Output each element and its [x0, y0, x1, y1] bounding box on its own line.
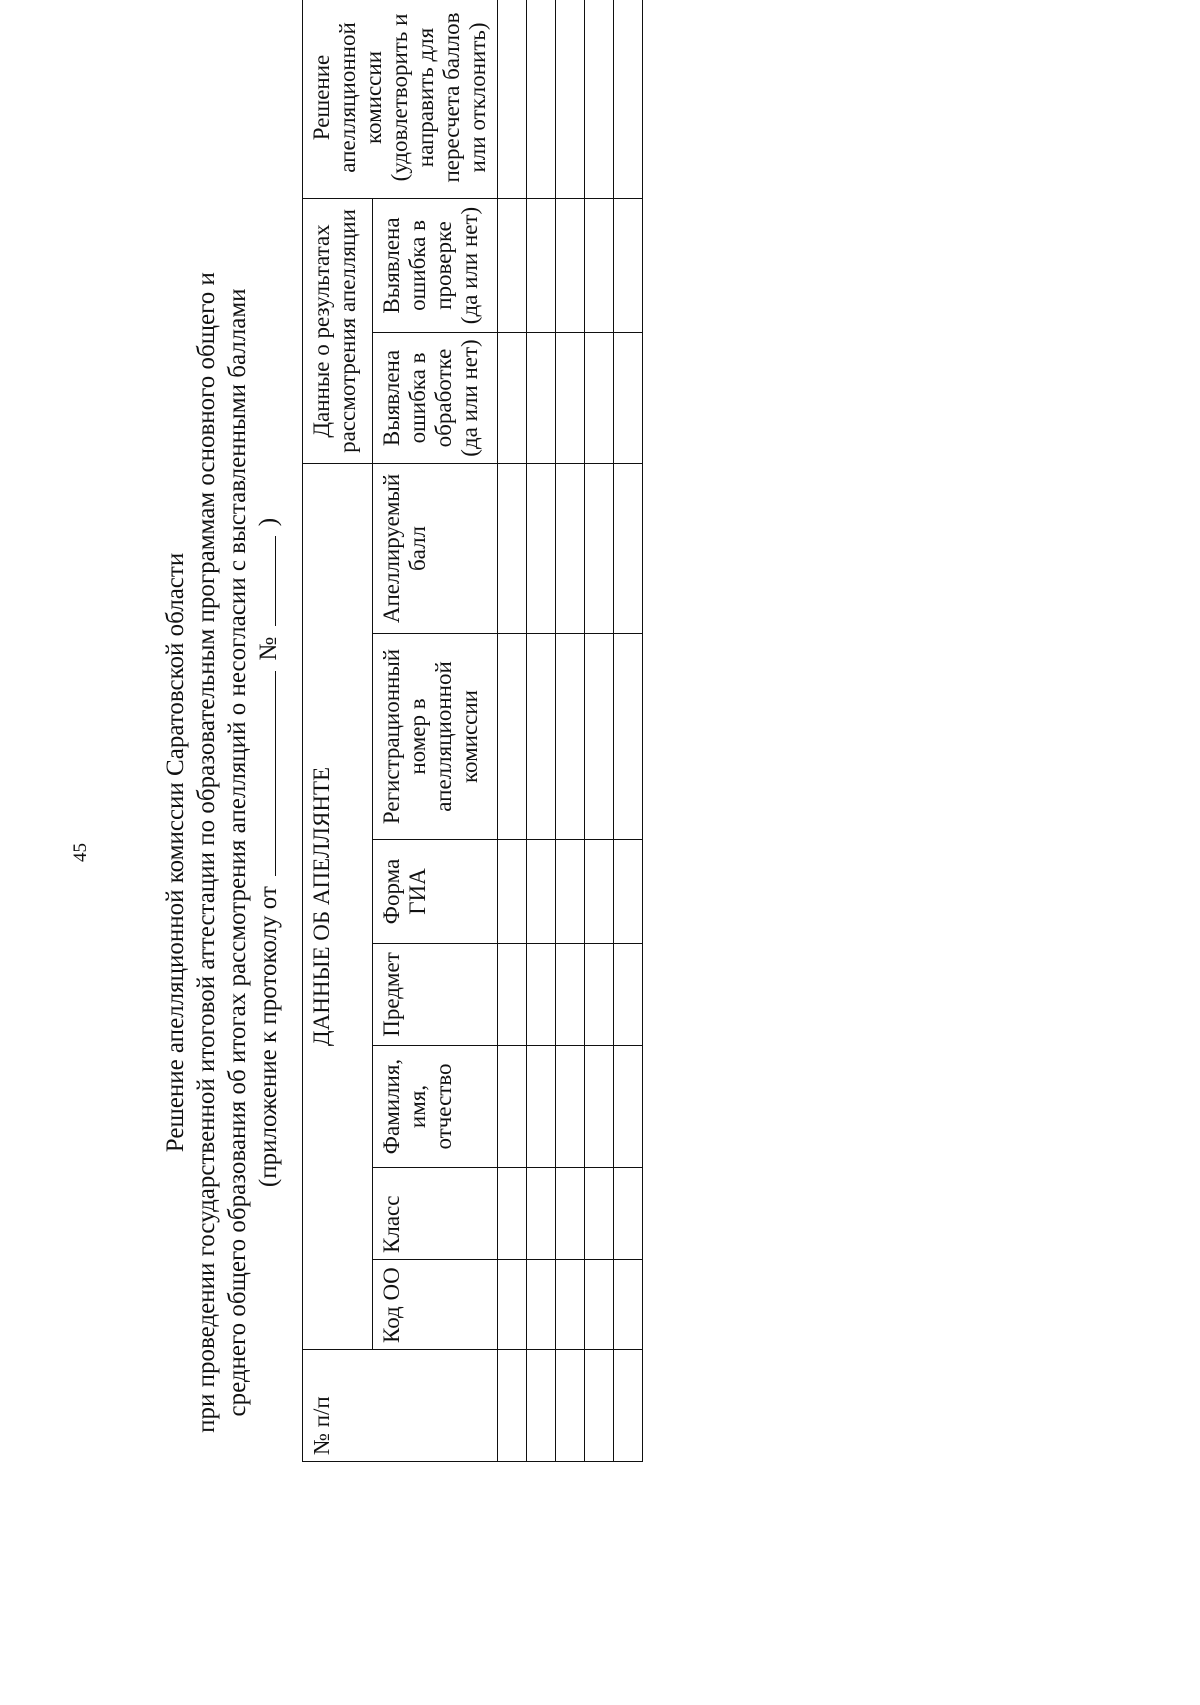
table-cell [614, 1350, 643, 1462]
table-cell [614, 1168, 643, 1260]
header-subject: Предмет [372, 944, 497, 1046]
table-cell [585, 463, 614, 633]
table-cell [614, 840, 643, 944]
header-number: № п/п [303, 1350, 498, 1462]
header-applicant-data: ДАННЫЕ ОБ АПЕЛЛЯНТЕ [303, 463, 373, 1349]
table-cell [585, 634, 614, 840]
table-cell [498, 1168, 527, 1260]
table-cell [527, 1046, 556, 1168]
table-cell [498, 1350, 527, 1462]
table-cell [498, 634, 527, 840]
table-cell [585, 1350, 614, 1462]
table-cell [585, 332, 614, 463]
table-cell [556, 1350, 585, 1462]
table-row [498, 0, 527, 1462]
table-cell [585, 840, 614, 944]
table-cell [556, 463, 585, 633]
protocol-number-blank [253, 536, 276, 626]
title-line-3: среднего общего образования об итогах рассмотрения апелляций о несогласии с выставленными баллами [224, 288, 251, 1417]
protocol-suffix: ) [255, 517, 282, 527]
table-body [498, 0, 643, 1462]
table-cell [556, 1168, 585, 1260]
table-cell [498, 332, 527, 463]
table-cell [614, 463, 643, 633]
table-cell [527, 463, 556, 633]
table-cell [498, 840, 527, 944]
table-cell [556, 840, 585, 944]
table-cell [556, 1260, 585, 1350]
header-appeal-results: Данные о результатах рассмотрения апелляции [303, 198, 373, 463]
table-cell [498, 1046, 527, 1168]
title-line-1: Решение апелляционной комиссии Саратовской области [162, 552, 189, 1153]
table-cell [498, 198, 527, 332]
table-cell [527, 0, 556, 198]
table-cell [614, 634, 643, 840]
page-number: 45 [70, 843, 91, 862]
header-code-oo: Код ОО [372, 1260, 497, 1350]
document-title [160, 0, 284, 1705]
table-cell [556, 634, 585, 840]
table-cell [498, 944, 527, 1046]
header-appealed-score: Апеллируемый балл [372, 463, 497, 633]
table-cell [614, 1046, 643, 1168]
table-cell [527, 332, 556, 463]
table-row [614, 0, 643, 1462]
table-cell [585, 198, 614, 332]
table-cell [527, 840, 556, 944]
header-commission-decision: Решение апелляционной комиссии (удовлетворить и направить для пересчета баллов или отклонить) [303, 0, 498, 198]
appeal-results-table [302, 0, 643, 1462]
table-cell [527, 944, 556, 1046]
table-cell [498, 463, 527, 633]
table-cell [585, 1260, 614, 1350]
table-cell [556, 198, 585, 332]
table-cell [556, 332, 585, 463]
table-cell [614, 1260, 643, 1350]
table-cell [556, 1046, 585, 1168]
title-line-4 [253, 0, 284, 1705]
protocol-date-blank [253, 671, 276, 876]
header-error-check: Выявлена ошибка в проверке (да или нет) [372, 198, 497, 332]
header-gia-form: Форма ГИА [372, 840, 497, 944]
table-cell [614, 198, 643, 332]
header-reg-number: Регистрационный номер в апелляционной комиссии [372, 634, 497, 840]
table-cell [527, 1350, 556, 1462]
table-cell [527, 634, 556, 840]
table-header-row-2 [372, 0, 497, 1462]
table-cell [556, 944, 585, 1046]
header-class: Класс [372, 1168, 497, 1260]
table-cell [614, 332, 643, 463]
title-line-2: при проведении государственной итоговой аттестации по образовательным программам основного общего и [193, 272, 220, 1433]
table-cell [585, 1046, 614, 1168]
table-cell [585, 1168, 614, 1260]
table-cell [527, 1260, 556, 1350]
header-error-processing: Выявлена ошибка в обработке (да или нет) [372, 332, 497, 463]
protocol-number-sign: № [255, 636, 282, 661]
table-cell [527, 198, 556, 332]
table-cell [498, 0, 527, 198]
table-cell [498, 1260, 527, 1350]
table-cell [585, 944, 614, 1046]
table-row [585, 0, 614, 1462]
table-cell [614, 0, 643, 198]
protocol-prefix: (приложение к протоколу от [255, 886, 282, 1188]
table-cell [614, 944, 643, 1046]
table-cell [527, 1168, 556, 1260]
table-cell [585, 0, 614, 198]
header-fio: Фамилия, имя, отчество [372, 1046, 497, 1168]
table-header-row-1 [303, 0, 373, 1462]
table-row [556, 0, 585, 1462]
table-row [527, 0, 556, 1462]
table-cell [556, 0, 585, 198]
